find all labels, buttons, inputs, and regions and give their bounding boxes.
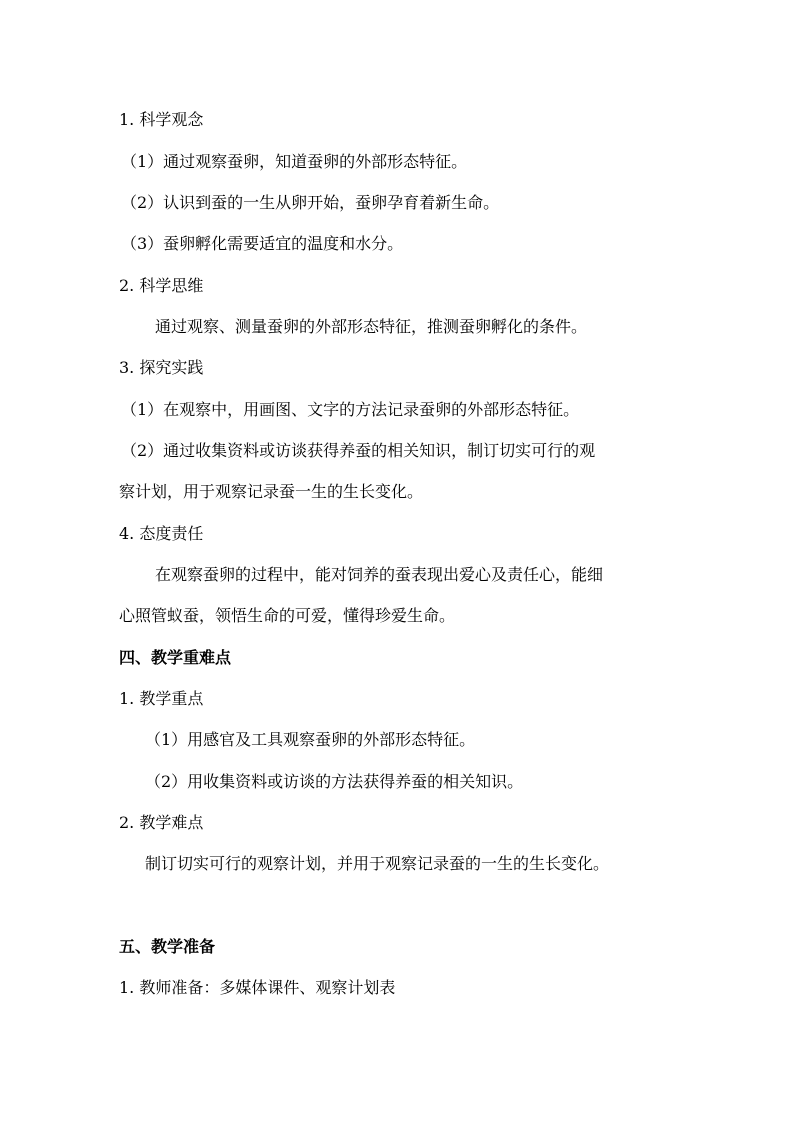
paragraph: 1. 教师准备：多媒体课件、观察计划表	[119, 978, 396, 997]
section-heading-preparation: 五、教学准备	[119, 937, 216, 956]
heading-science-thinking: 2. 科学思维	[119, 276, 204, 295]
paragraph: 制订切实可行的观察计划，并用于观察记录蚕的一生的生长变化。	[145, 854, 610, 873]
paragraph: （1）用感官及工具观察蚕卵的外部形态特征。	[145, 730, 476, 749]
heading-attitude-responsibility: 4. 态度责任	[119, 524, 204, 543]
paragraph: （1）在观察中，用画图、文字的方法记录蚕卵的外部形态特征。	[121, 400, 580, 419]
paragraph: （2）认识到蚕的一生从卵开始，蚕卵孕育着新生命。	[121, 193, 500, 212]
heading-science-concept: 1. 科学观念	[119, 110, 204, 129]
heading-teaching-difficulty: 2. 教学难点	[119, 813, 204, 832]
paragraph: （2）用收集资料或访谈的方法获得养蚕的相关知识。	[145, 772, 524, 791]
heading-teaching-focus: 1. 教学重点	[119, 689, 204, 708]
paragraph: 心照管蚁蚕，领悟生命的可爱，懂得珍爱生命。	[119, 606, 456, 625]
heading-inquiry-practice: 3. 探究实践	[119, 358, 204, 377]
paragraph: 在观察蚕卵的过程中，能对饲养的蚕表现出爱心及责任心，能细	[155, 565, 604, 584]
paragraph: 通过观察、测量蚕卵的外部形态特征，推测蚕卵孵化的条件。	[155, 317, 588, 336]
paragraph: 察计划，用于观察记录蚕一生的生长变化。	[119, 482, 424, 501]
paragraph: （1）通过观察蚕卵，知道蚕卵的外部形态特征。	[121, 152, 468, 171]
section-heading-key-points: 四、教学重难点	[119, 648, 232, 667]
paragraph: （2）通过收集资料或访谈获得养蚕的相关知识，制订切实可行的观	[121, 441, 596, 460]
paragraph: （3）蚕卵孵化需要适宜的温度和水分。	[121, 234, 404, 253]
